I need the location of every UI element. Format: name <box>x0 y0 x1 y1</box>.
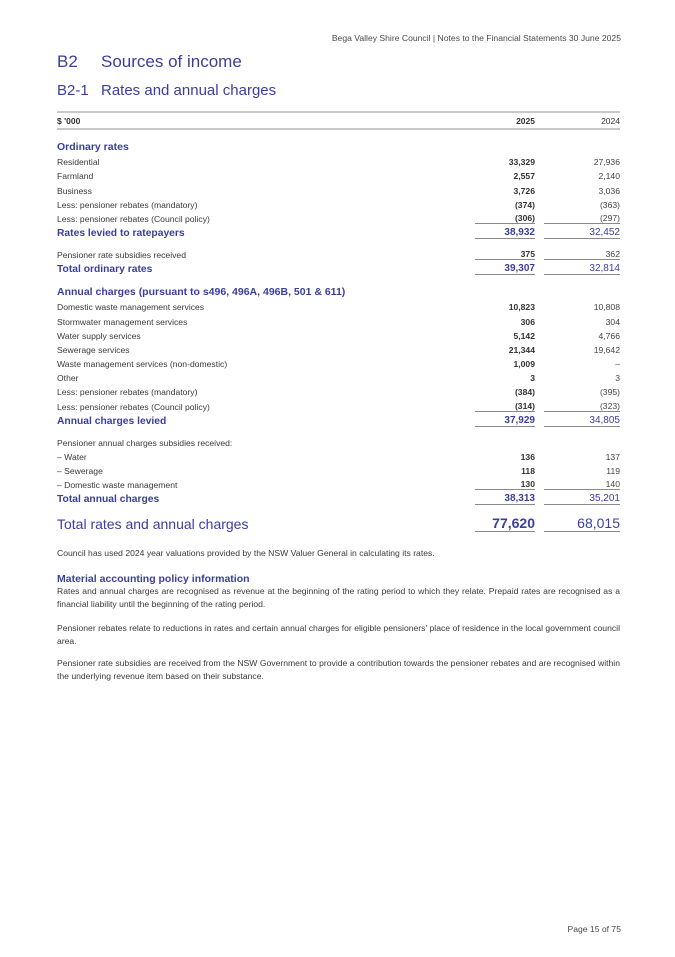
subsection-title: Rates and annual charges <box>101 82 277 99</box>
table-row <box>57 153 620 167</box>
value-2025: 5,142 <box>513 330 535 341</box>
page-number: Page 15 of 75 <box>567 924 621 934</box>
row-label: Stormwater management services <box>57 316 188 327</box>
value-2024: 140 <box>544 479 620 490</box>
row-label: – Domestic waste management <box>57 480 178 491</box>
value-2024: 119 <box>606 466 620 477</box>
value-2025: (384) <box>514 387 535 398</box>
policy-heading: Material accounting policy information <box>57 573 250 585</box>
value-2024: 19,642 <box>593 344 620 355</box>
row-label: Sewerage services <box>57 344 130 355</box>
value-2024: 27,936 <box>593 157 620 168</box>
valuation-note: Council has used 2024 year valuations provided by the NSW Valuer General in calculating its rates. <box>57 548 435 558</box>
subsection-number: B2-1 <box>57 82 89 99</box>
table-row <box>57 181 620 195</box>
row-label: Less: pensioner rebates (mandatory) <box>57 199 198 210</box>
value-2025: (306) <box>475 213 535 224</box>
row-label: Total rates and annual charges <box>57 516 249 533</box>
value-2024: 137 <box>605 452 620 462</box>
policy-paragraph-1: Rates and annual charges are recognised as revenue at the beginning of the rating period to which they relate. Prepaid rates are recognised as a financial liability until the beginning of the rating period. <box>57 586 620 610</box>
subsection-heading <box>57 82 276 99</box>
value-2025: 21,344 <box>508 344 535 355</box>
row-label: Less: pensioner rebates (Council policy) <box>57 213 210 224</box>
section-heading <box>57 52 242 72</box>
annual-charges-levied-row <box>57 412 620 427</box>
table-header <box>57 111 620 130</box>
value-2024: 68,015 <box>544 515 620 532</box>
value-2025: (374) <box>514 199 535 210</box>
value-2024: 2,140 <box>598 171 620 182</box>
value-2024: (363) <box>599 199 620 210</box>
running-header: Bega Valley Shire Council | Notes to the Financial Statements 30 June 2025 <box>331 33 621 43</box>
value-2024: 3 <box>615 373 620 384</box>
value-2024: 362 <box>544 249 620 260</box>
pensioner-subsidy-row <box>57 246 620 260</box>
subsidies-heading-row <box>57 434 620 448</box>
row-label: – Water <box>57 452 87 462</box>
value-2024: 10,808 <box>593 302 620 313</box>
value-2024: 32,814 <box>544 263 620 275</box>
row-label: Farmland <box>57 171 94 182</box>
row-label: Less: pensioner rebates (Council policy) <box>57 401 210 412</box>
value-2024: 32,452 <box>544 227 620 239</box>
value-2025: 38,932 <box>475 227 535 239</box>
row-label: Waste management services (non-domestic) <box>57 359 228 370</box>
row-label: Water supply services <box>57 330 141 341</box>
value-2025: 37,929 <box>475 415 535 427</box>
table-row <box>57 369 620 383</box>
table-row <box>57 167 620 181</box>
value-2025: 136 <box>520 452 535 462</box>
value-2024: 4,766 <box>598 330 620 341</box>
grand-total-row <box>57 510 620 532</box>
rates-levied-row <box>57 224 620 239</box>
section-title: Sources of income <box>101 52 242 71</box>
value-2024: (297) <box>544 213 620 224</box>
value-2025: 33,329 <box>508 157 535 168</box>
table-row <box>57 327 620 341</box>
ordinary-rates-heading: Ordinary rates <box>57 141 129 153</box>
row-label: Business <box>57 185 92 196</box>
table-row <box>57 341 620 355</box>
value-2025: 3 <box>530 373 535 384</box>
table-row <box>57 298 620 312</box>
row-label: Pensioner rate subsidies received <box>57 250 186 261</box>
table-row <box>57 397 620 411</box>
row-label: Other <box>57 373 79 384</box>
value-2025: 2,557 <box>513 171 535 182</box>
row-label: Total ordinary rates <box>57 264 153 276</box>
value-2024: 3,036 <box>598 185 620 196</box>
value-2024: 35,201 <box>544 493 620 505</box>
total-annual-charges-row <box>57 490 620 505</box>
table-row <box>57 196 620 210</box>
value-2025: 1,009 <box>513 359 535 370</box>
value-2025: 77,620 <box>475 515 535 532</box>
column-header-2024: 2024 <box>601 115 620 126</box>
value-2025: 10,823 <box>508 302 535 313</box>
row-label: Total annual charges <box>57 494 160 506</box>
annual-charges-heading: Annual charges (pursuant to s496, 496A, 496B, 501 & 611) <box>57 286 346 299</box>
value-2025: 39,307 <box>475 263 535 275</box>
column-header-units: $ '000 <box>57 115 81 126</box>
table-row <box>57 355 620 369</box>
value-2025: 38,313 <box>475 493 535 505</box>
value-2025: 130 <box>475 479 535 490</box>
column-header-2025: 2025 <box>516 115 535 126</box>
table-row <box>57 476 620 490</box>
value-2025: 306 <box>520 316 535 327</box>
section-number: B2 <box>57 52 78 71</box>
row-label: Domestic waste management services <box>57 302 205 313</box>
value-2025: 375 <box>475 249 535 260</box>
table-row <box>57 462 620 476</box>
row-label: – Sewerage <box>57 466 103 477</box>
row-label: Rates levied to ratepayers <box>57 227 185 239</box>
value-2025: 118 <box>521 466 535 477</box>
policy-paragraph-3: Pensioner rate subsidies are received from the NSW Government to provide a contribution towards the pensioner rebates and are recognised within the underlying revenue item based on their substance. <box>57 658 620 682</box>
row-label: Residential <box>57 157 100 168</box>
value-2025: (314) <box>475 401 535 412</box>
table-row <box>57 448 620 462</box>
value-2024: (395) <box>599 387 620 398</box>
rates-table <box>57 111 620 532</box>
table-row <box>57 383 620 397</box>
value-2024: 34,805 <box>544 415 620 427</box>
value-2025: 3,726 <box>513 185 535 196</box>
value-2024: 304 <box>605 316 620 327</box>
row-label: Annual charges levied <box>57 415 167 427</box>
value-2024: (323) <box>544 401 620 412</box>
table-row <box>57 210 620 224</box>
table-row <box>57 312 620 326</box>
value-2024: – <box>615 359 620 370</box>
row-label: Pensioner annual charges subsidies received: <box>57 437 233 448</box>
policy-paragraph-2: Pensioner rebates relate to reductions in rates and certain annual charges for eligible pensioners' place of residence in the local government council area. <box>57 623 620 647</box>
row-label: Less: pensioner rebates (mandatory) <box>57 387 198 398</box>
total-ordinary-rates-row <box>57 260 620 275</box>
